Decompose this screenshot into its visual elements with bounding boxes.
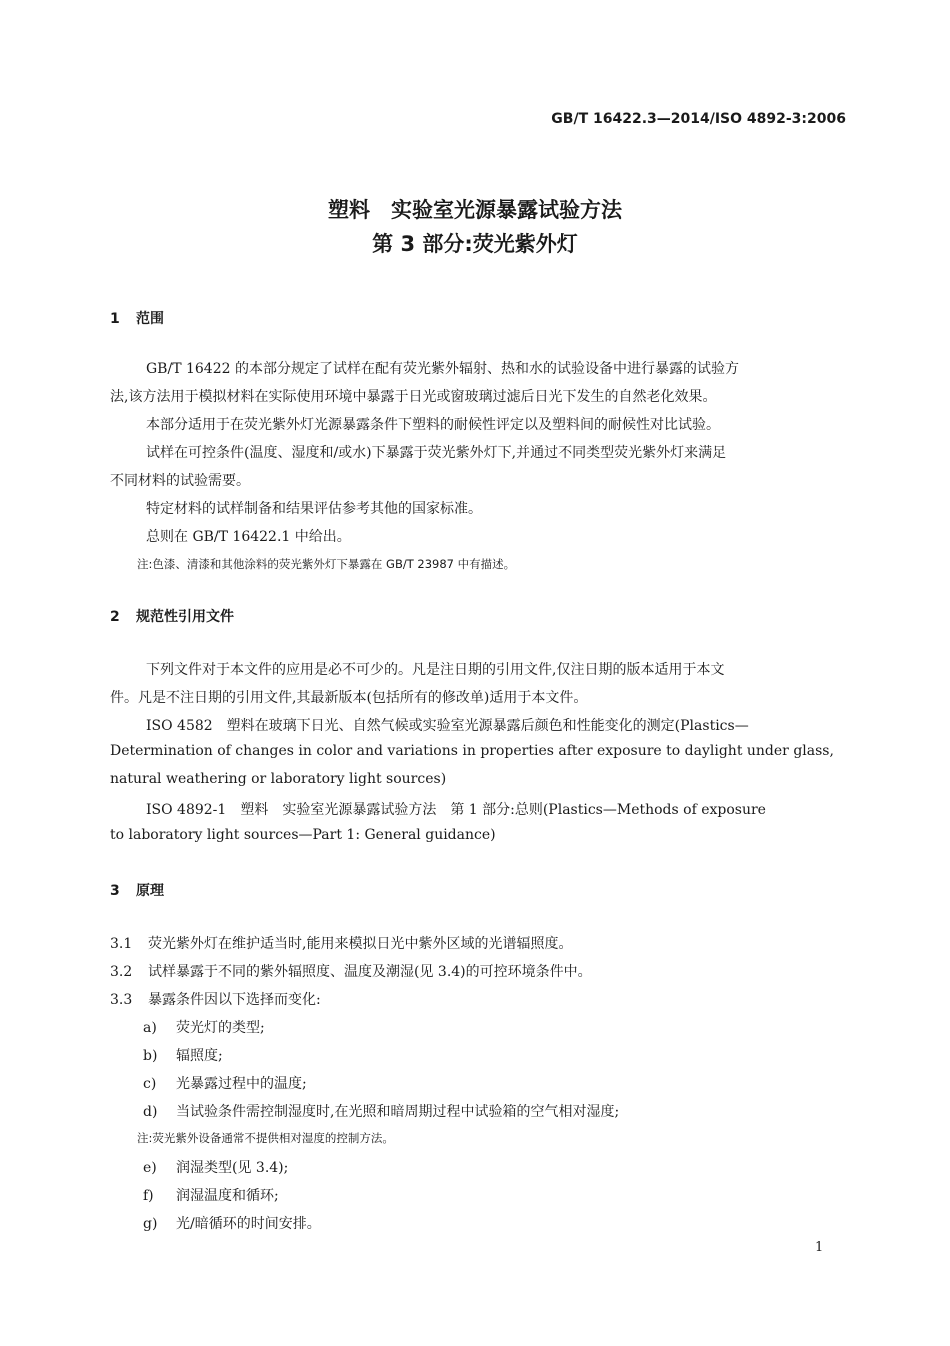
- section-1-heading: [110, 308, 164, 328]
- list-item-text: 光暴露过程中的温度;: [176, 1076, 307, 1092]
- paragraph: 试样在可控条件(温度、湿度和/或水)下暴露于荧光紫外灯下,并通过不同类型荧光紫外灯来满足: [146, 445, 727, 461]
- section-title: 规范性引用文件: [136, 609, 234, 625]
- section-number: 1: [110, 311, 120, 327]
- document-title: 塑料 实验室光源暴露试验方法: [328, 198, 622, 222]
- page-number: 1: [815, 1240, 824, 1255]
- note: 注:荧光紫外设备通常不提供相对湿度的控制方法。: [137, 1131, 394, 1145]
- section-number: 3: [110, 883, 120, 899]
- clause-3-2: [110, 961, 592, 981]
- list-item: [143, 1017, 265, 1037]
- list-item: [143, 1185, 279, 1205]
- section-2-heading: [110, 606, 234, 626]
- document-subtitle: 第 3 部分:荧光紫外灯: [372, 232, 578, 256]
- clause-number: 3.1: [110, 936, 133, 952]
- clause-text: 荧光紫外灯在维护适当时,能用来模拟日光中紫外区域的光谱辐照度。: [148, 936, 573, 952]
- list-item-text: 光/暗循环的时间安排。: [176, 1216, 321, 1232]
- list-item: [143, 1101, 619, 1121]
- list-item-label: e): [143, 1160, 157, 1176]
- section-number: 2: [110, 609, 120, 625]
- note: 注:色漆、清漆和其他涂料的荧光紫外灯下暴露在 GB/T 23987 中有描述。: [137, 557, 516, 571]
- paragraph: 法,该方法用于模拟材料在实际使用环境中暴露于日光或窗玻璃过滤后日光下发生的自然老化效果。: [110, 389, 717, 405]
- list-item-label: f): [143, 1188, 154, 1204]
- list-item-text: 当试验条件需控制湿度时,在光照和暗周期过程中试验箱的空气相对湿度;: [176, 1104, 620, 1120]
- list-item: [143, 1073, 307, 1093]
- reference-iso-4582: ISO 4582 塑料在玻璃下日光、自然气候或实验室光源暴露后颜色和性能变化的测定(Plastics—: [146, 718, 749, 734]
- paragraph: 下列文件对于本文件的应用是必不可少的。凡是注日期的引用文件,仅注日期的版本适用于本文: [146, 662, 725, 678]
- section-title: 原理: [136, 883, 164, 899]
- reference-iso-4582: natural weathering or laboratory light sources): [110, 771, 447, 787]
- paragraph: 本部分适用于在荧光紫外灯光源暴露条件下塑料的耐候性评定以及塑料间的耐候性对比试验。: [146, 417, 720, 433]
- list-item-text: 润湿类型(见 3.4);: [176, 1160, 289, 1176]
- clause-text: 暴露条件因以下选择而变化:: [148, 992, 321, 1008]
- paragraph: 不同材料的试验需要。: [110, 473, 250, 489]
- reference-iso-4892-1: ISO 4892-1 塑料 实验室光源暴露试验方法 第 1 部分:总则(Plastics—Methods of exposure: [146, 802, 766, 818]
- paragraph: 总则在 GB/T 16422.1 中给出。: [146, 529, 351, 545]
- paragraph: 件。凡是不注日期的引用文件,其最新版本(包括所有的修改单)适用于本文件。: [110, 690, 588, 706]
- list-item-text: 润湿温度和循环;: [176, 1188, 279, 1204]
- list-item-label: g): [143, 1216, 158, 1232]
- clause-text: 试样暴露于不同的紫外辐照度、温度及潮湿(见 3.4)的可控环境条件中。: [148, 964, 592, 980]
- list-item-label: b): [143, 1048, 158, 1064]
- paragraph: GB/T 16422 的本部分规定了试样在配有荧光紫外辐射、热和水的试验设备中进行暴露的试验方: [146, 361, 739, 377]
- clause-number: 3.3: [110, 992, 133, 1008]
- list-item: [143, 1157, 288, 1177]
- clause-3-3: [110, 989, 321, 1009]
- standard-code: GB/T 16422.3—2014/ISO 4892-3:2006: [551, 111, 846, 127]
- section-3-heading: [110, 880, 164, 900]
- list-item-label: a): [143, 1020, 157, 1036]
- list-item-label: d): [143, 1104, 158, 1120]
- paragraph: 特定材料的试样制备和结果评估参考其他的国家标准。: [146, 501, 482, 517]
- clause-3-1: [110, 933, 572, 953]
- list-item: [143, 1213, 321, 1233]
- clause-number: 3.2: [110, 964, 133, 980]
- list-item-label: c): [143, 1076, 157, 1092]
- list-item-text: 辐照度;: [176, 1048, 223, 1064]
- reference-iso-4892-1: to laboratory light sources—Part 1: General guidance): [110, 827, 496, 843]
- section-title: 范围: [136, 311, 164, 327]
- reference-iso-4582: Determination of changes in color and variations in properties after exposure to daylight under glass,: [110, 743, 834, 759]
- list-item: [143, 1045, 223, 1065]
- list-item-text: 荧光灯的类型;: [176, 1020, 265, 1036]
